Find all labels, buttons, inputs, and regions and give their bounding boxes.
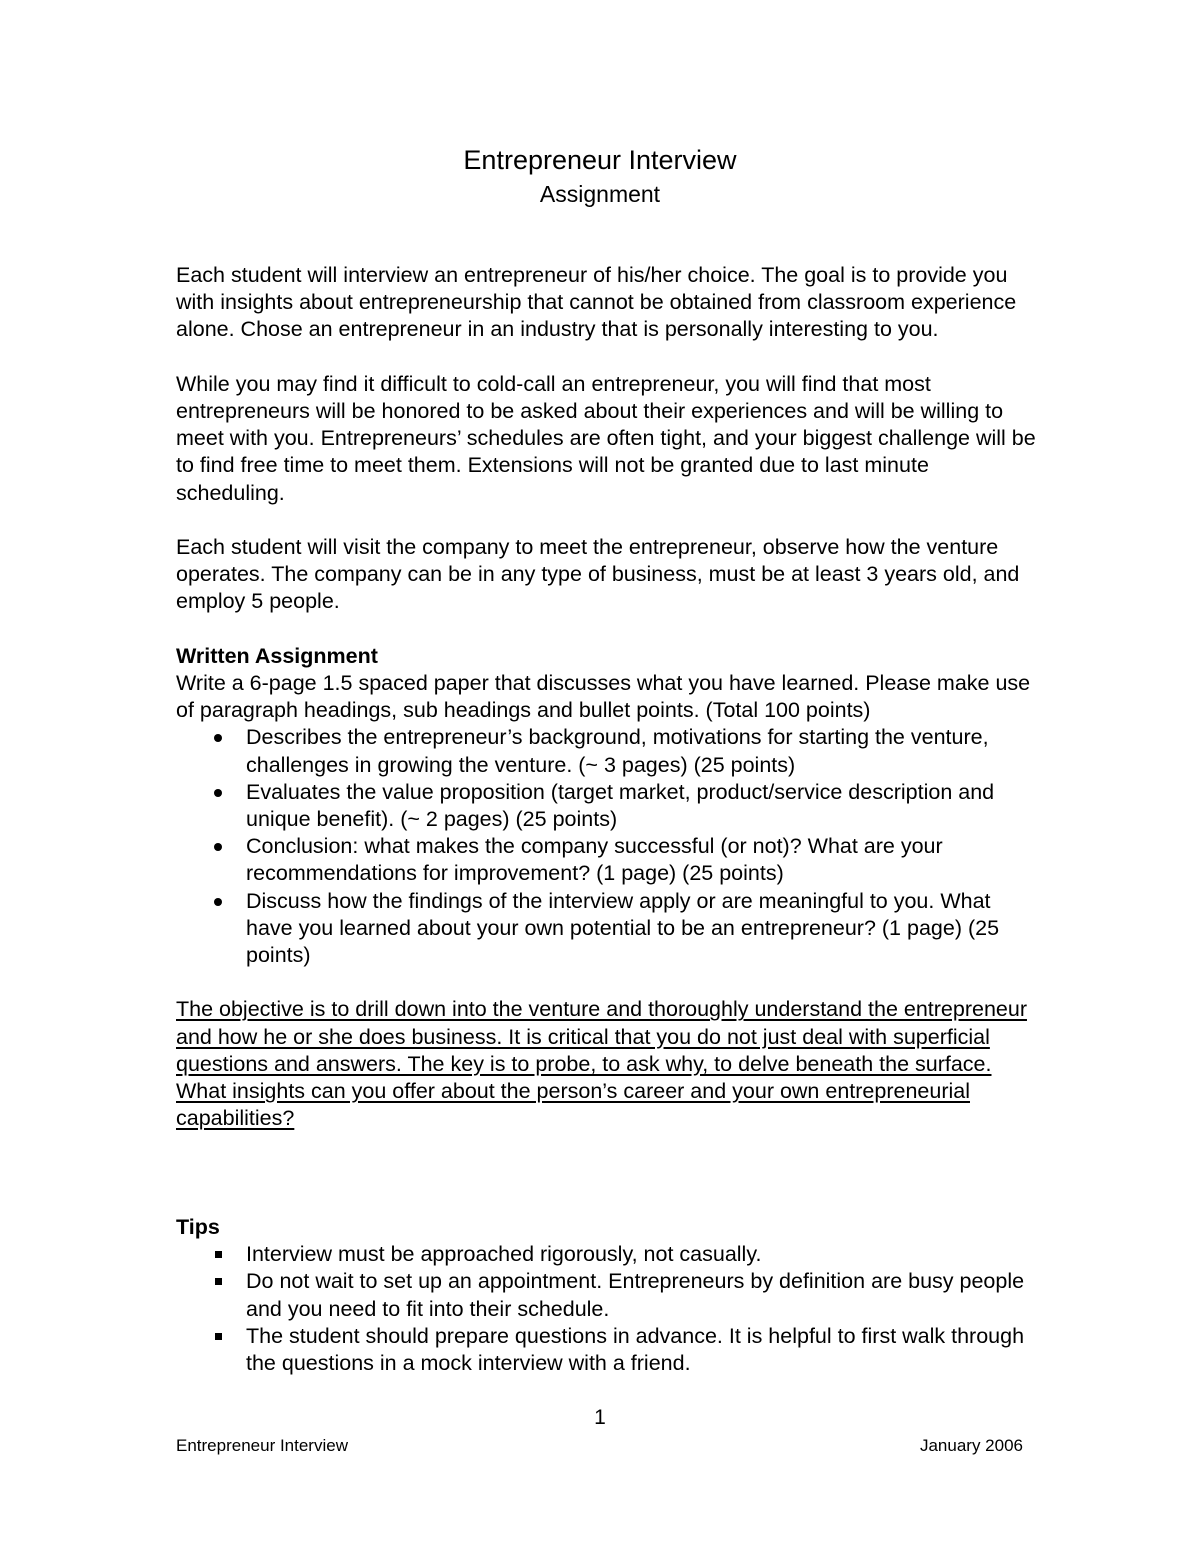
list-item [176,1241,1036,1268]
bullet-square-icon [215,1278,222,1285]
written-assignment-heading: Written Assignment [176,643,378,668]
objective-paragraph: The objective is to drill down into the venture and thoroughly understand the entrepreneur and how he or she does business. It is critical that you do not just deal with superficial questions and answers. The key is to probe, to ask why, to delve beneath the surface. What insights can you offer about the person’s career and your own entrepreneurial capabilities? [176,997,1027,1131]
company-visit-paragraph: Each student will visit the company to meet the entrepreneur, observe how the venture operates. The company can be in any type of business, must be at least 3 years old, and employ 5 people. [176,535,1020,614]
list-item [176,833,1036,887]
list-item-text: Discuss how the findings of the interview apply or are meaningful to you. What have you learned about your own potential to be an entrepreneur? (1 page) (25 points) [246,888,1000,968]
bullet-square-icon [215,1333,222,1340]
list-item-text: Evaluates the value proposition (target market, product/service description and unique benefit). (~ 2 pages) (25 points) [246,779,995,832]
bullet-dot-icon [214,843,222,851]
list-item [176,1323,1036,1377]
document-body [176,262,1036,1377]
list-item [176,779,1036,833]
list-item-text: Conclusion: what makes the company successful (or not)? What are your recommendations for improvement? (1 page) (25 points) [246,834,943,886]
page-number: 1 [594,1406,606,1429]
list-item [176,1268,1036,1322]
list-item-text: Do not wait to set up an appointment. Entrepreneurs by definition are busy people and you need to fit into their schedule. [246,1269,1025,1321]
intro-paragraph: Each student will interview an entrepreneur of his/her choice. The goal is to provide you with insights about entrepreneurship that cannot be obtained from classroom experience alone. Chose an entrepreneur in an industry that is personally interesting to you. [176,263,1017,342]
bullet-dot-icon [214,789,222,797]
bullet-dot-icon [214,898,222,906]
list-item-text: The student should prepare questions in advance. It is helpful to first walk through the questions in a mock interview with a friend. [246,1323,1025,1376]
list-item [176,888,1036,970]
tips-list [176,1241,1036,1377]
list-item-text: Interview must be approached rigorously, not casually. [246,1242,762,1267]
footer-title: Entrepreneur Interview [176,1436,348,1455]
cold-call-paragraph: While you may find it difficult to cold-call an entrepreneur, you will find that most entrepreneurs will be honored to be asked about their experiences and will be willing to meet with you. Entrepreneurs’ schedules are often tight, and your biggest challenge will be to find free time to meet them. Extensions will not be granted due to last minute scheduling. [176,371,1036,505]
list-item [176,724,1036,778]
bullet-dot-icon [214,734,222,742]
tips-heading: Tips [176,1215,220,1239]
written-assignment-intro: Write a 6-page 1.5 spaced paper that discusses what you have learned. Please make use of paragraph headings, sub headings and bullet points. (Total 100 points) [176,671,1031,723]
footer-date: January 2006 [919,1436,1023,1455]
document-title: Entrepreneur Interview [463,145,737,175]
list-item-text: Describes the entrepreneur’s background, motivations for starting the venture, challenges in growing the venture. (~ 3 pages) (25 points) [246,725,989,777]
written-assignment-list [176,724,1036,969]
document-subtitle: Assignment [539,181,661,207]
bullet-square-icon [215,1251,222,1258]
